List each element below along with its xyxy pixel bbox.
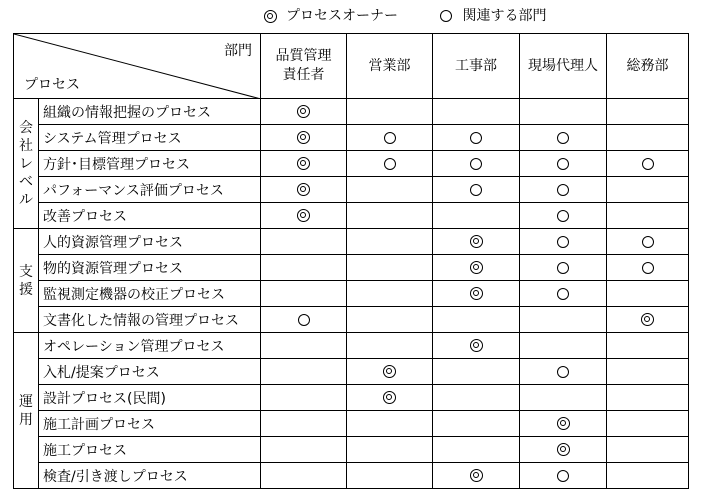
dept-header-quality (261, 34, 347, 99)
circle-icon (438, 8, 454, 24)
circle-icon (557, 262, 569, 274)
mark-cell (261, 385, 347, 411)
circle-icon (642, 236, 654, 248)
dept-header-sales (347, 34, 433, 99)
table-row (14, 437, 689, 463)
process-name-cell: 監視測定機器の校正プロセス (39, 281, 261, 307)
circle-icon (557, 236, 569, 248)
mark-cell (433, 99, 520, 125)
mark-cell (433, 125, 520, 151)
mark-cell (347, 437, 433, 463)
mark-cell (261, 307, 347, 333)
mark-cell (433, 177, 520, 203)
mark-cell (433, 281, 520, 307)
mark-cell (261, 463, 347, 489)
mark-cell (347, 229, 433, 255)
process-name-cell: 文書化した情報の管理プロセス (39, 307, 261, 333)
mark-cell (261, 203, 347, 229)
table-row (14, 255, 689, 281)
mark-cell (347, 255, 433, 281)
mark-cell (347, 151, 433, 177)
process-name-cell: 入札/提案プロセス (39, 359, 261, 385)
matrix-body (14, 99, 689, 489)
double-circle-icon (557, 417, 570, 430)
double-circle-icon (470, 287, 483, 300)
mark-cell (433, 151, 520, 177)
mark-cell (607, 151, 689, 177)
table-row (14, 151, 689, 177)
legend-owner (262, 5, 398, 25)
double-circle-icon (470, 261, 483, 274)
mark-cell (520, 229, 607, 255)
table-row (14, 385, 689, 411)
legend (262, 5, 582, 25)
mark-cell (520, 203, 607, 229)
circle-icon (642, 158, 654, 170)
group-label-cell (14, 333, 39, 489)
double-circle-icon (470, 339, 483, 352)
circle-icon (557, 366, 569, 378)
corner-department-label: 部門 (224, 43, 252, 59)
process-name-cell: パフォーマンス評価プロセス (39, 177, 261, 203)
mark-cell (433, 203, 520, 229)
mark-cell (607, 255, 689, 281)
group-label-cell (14, 99, 39, 229)
dept-header-construction (433, 34, 520, 99)
mark-cell (261, 281, 347, 307)
table-row (14, 99, 689, 125)
mark-cell (520, 359, 607, 385)
mark-cell (433, 307, 520, 333)
table-row (14, 281, 689, 307)
circle-icon (557, 132, 569, 144)
mark-cell (433, 255, 520, 281)
circle-icon (470, 132, 482, 144)
mark-cell (520, 385, 607, 411)
process-name-cell: 施工プロセス (39, 437, 261, 463)
process-name-cell: 検査/引き渡しプロセス (39, 463, 261, 489)
double-circle-icon (297, 209, 310, 222)
group-label-char: 社 (19, 137, 33, 154)
mark-cell (347, 463, 433, 489)
double-circle-icon (297, 105, 310, 118)
table-row (14, 359, 689, 385)
mark-cell (607, 411, 689, 437)
mark-cell (261, 411, 347, 437)
legend-related (438, 5, 546, 25)
double-circle-icon (297, 131, 310, 144)
group-label-char: レ (19, 155, 33, 172)
mark-cell (347, 359, 433, 385)
dept-header-site-agent (520, 34, 607, 99)
mark-cell (520, 437, 607, 463)
mark-cell (607, 307, 689, 333)
mark-cell (520, 281, 607, 307)
process-name-cell: 人的資源管理プロセス (39, 229, 261, 255)
double-circle-icon (383, 365, 396, 378)
mark-cell (520, 99, 607, 125)
process-name-cell: 改善プロセス (39, 203, 261, 229)
mark-cell (607, 203, 689, 229)
circle-icon (384, 132, 396, 144)
mark-cell (347, 307, 433, 333)
process-matrix-table (13, 33, 689, 489)
mark-cell (261, 99, 347, 125)
double-circle-icon (470, 235, 483, 248)
legend-owner-label: プロセスオーナー (286, 8, 398, 24)
header-row (14, 34, 689, 99)
mark-cell (433, 463, 520, 489)
mark-cell (607, 437, 689, 463)
mark-cell (520, 125, 607, 151)
circle-icon (470, 184, 482, 196)
process-name-cell: 物的資源管理プロセス (39, 255, 261, 281)
group-label-char: ル (19, 191, 33, 208)
mark-cell (347, 385, 433, 411)
table-row (14, 229, 689, 255)
mark-cell (433, 437, 520, 463)
circle-icon (384, 158, 396, 170)
group-label-cell (14, 229, 39, 333)
mark-cell (347, 411, 433, 437)
mark-cell (433, 333, 520, 359)
group-label-char: 会 (19, 119, 33, 136)
mark-cell (607, 125, 689, 151)
circle-icon (557, 288, 569, 300)
mark-cell (347, 99, 433, 125)
group-label-char: 用 (19, 411, 33, 428)
double-circle-icon (557, 443, 570, 456)
mark-cell (607, 177, 689, 203)
circle-icon (642, 262, 654, 274)
process-name-cell: 施工計画プロセス (39, 411, 261, 437)
group-label-char: ベ (19, 173, 33, 190)
mark-cell (261, 229, 347, 255)
mark-cell (433, 229, 520, 255)
table-row (14, 307, 689, 333)
mark-cell (261, 437, 347, 463)
process-name-cell: システム管理プロセス (39, 125, 261, 151)
circle-icon (557, 158, 569, 170)
dept-header-line: 工事部 (455, 57, 497, 74)
double-circle-icon (470, 469, 483, 482)
mark-cell (261, 255, 347, 281)
dept-header-general-affairs (607, 34, 689, 99)
process-name-cell: 方針･目標管理プロセス (39, 151, 261, 177)
dept-header-line: 品質管理 (275, 48, 332, 64)
table-row (14, 463, 689, 489)
circle-icon (557, 210, 569, 222)
mark-cell (520, 255, 607, 281)
double-circle-icon (297, 183, 310, 196)
mark-cell (261, 333, 347, 359)
mark-cell (520, 151, 607, 177)
mark-cell (607, 333, 689, 359)
circle-icon (470, 158, 482, 170)
mark-cell (347, 177, 433, 203)
process-name-cell: オペレーション管理プロセス (39, 333, 261, 359)
group-label-char: 運 (19, 393, 33, 410)
dept-header-line: 営業部 (368, 57, 411, 74)
mark-cell (347, 281, 433, 307)
mark-cell (520, 463, 607, 489)
mark-cell (607, 99, 689, 125)
mark-cell (520, 177, 607, 203)
mark-cell (607, 463, 689, 489)
circle-icon (557, 470, 569, 482)
mark-cell (607, 229, 689, 255)
circle-icon (557, 184, 569, 196)
mark-cell (607, 281, 689, 307)
mark-cell (347, 125, 433, 151)
mark-cell (261, 177, 347, 203)
dept-header-line: 責任者 (282, 67, 325, 83)
double-circle-icon (383, 391, 396, 404)
mark-cell (607, 359, 689, 385)
mark-cell (433, 359, 520, 385)
mark-cell (347, 333, 433, 359)
circle-icon (298, 314, 310, 326)
mark-cell (433, 385, 520, 411)
group-label-char: 援 (19, 281, 33, 298)
mark-cell (607, 385, 689, 411)
corner-process-label: プロセス (24, 77, 80, 93)
mark-cell (261, 151, 347, 177)
mark-cell (433, 411, 520, 437)
mark-cell (261, 125, 347, 151)
legend-related-label: 関連する部門 (462, 8, 547, 24)
process-name-cell: 組織の情報把握のプロセス (39, 99, 261, 125)
mark-cell (520, 333, 607, 359)
group-label-char: 支 (19, 263, 33, 280)
corner-header-cell (14, 34, 261, 99)
table-row (14, 125, 689, 151)
mark-cell (261, 359, 347, 385)
double-circle-icon (641, 313, 654, 326)
double-circle-icon (297, 157, 310, 170)
process-name-cell: 設計プロセス(民間) (39, 385, 261, 411)
mark-cell (520, 411, 607, 437)
table-row (14, 333, 689, 359)
mark-cell (520, 307, 607, 333)
table-row (14, 411, 689, 437)
dept-header-line: 総務部 (626, 57, 669, 74)
dept-header-line: 現場代理人 (528, 57, 598, 74)
mark-cell (347, 203, 433, 229)
table-row (14, 203, 689, 229)
double-circle-icon (262, 8, 278, 24)
table-row (14, 177, 689, 203)
